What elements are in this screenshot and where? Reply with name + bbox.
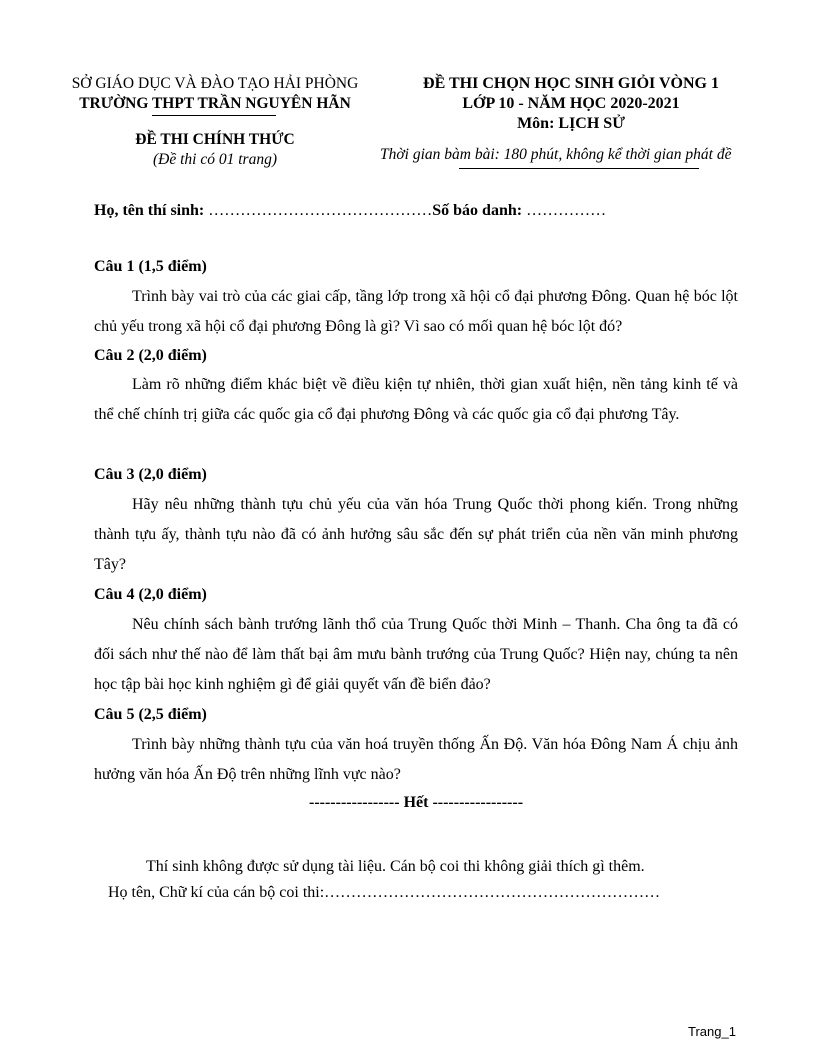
question-1-title: Câu 1 (1,5 điểm) — [94, 258, 207, 275]
page-number: Trang_1 — [688, 1024, 736, 1039]
question-5-text: Trình bày những thành tựu của văn hoá truyền thống Ấn Độ. Văn hóa Đông Nam Á chịu ảnh hưởng văn hóa Ấn Độ trên những lĩnh vực nào? — [94, 736, 738, 783]
end-marker: ----------------- Hết ----------------- — [308, 794, 524, 811]
candidate-line — [94, 202, 606, 220]
time-note: Thời gian bàm bài: 180 phút, không kể thời gian phát đề — [380, 146, 732, 163]
candidate-name-dots: …………………………………… — [204, 202, 433, 219]
grade-year: LỚP 10 - NĂM HỌC 2020-2021 — [462, 95, 680, 112]
department-name: SỞ GIÁO DỤC VÀ ĐÀO TẠO HẢI PHÒNG — [71, 75, 359, 92]
official-exam-label: ĐỀ THI CHÍNH THỨC — [135, 131, 295, 148]
exam-title: ĐỀ THI CHỌN HỌC SINH GIỎI VÒNG 1 — [423, 75, 719, 92]
question-1-text: Trình bày vai trò của các giai cấp, tầng lớp trong xã hội cổ đại phương Đông. Quan hệ bóc lột chủ yếu trong xã hội cổ đại phương Đông là gì? Vì sao có mối quan hệ bóc lột đó? — [94, 288, 738, 335]
candidate-name-label: Họ, tên thí sinh: — [94, 202, 205, 219]
subject: Môn: LỊCH SỬ — [517, 115, 625, 132]
pages-note: (Đề thi có 01 trang) — [153, 151, 277, 168]
header-left-underline — [152, 115, 276, 116]
invigilator-signature-line: Họ tên, Chữ kí của cán bộ coi thi:……………………………………………………… — [108, 884, 661, 901]
candidate-id-dots: …………… — [522, 202, 607, 219]
question-2-title: Câu 2 (2,0 điểm) — [94, 347, 207, 364]
header-left — [60, 74, 370, 170]
question-5-title: Câu 5 (2,5 điểm) — [94, 706, 207, 723]
school-name: TRƯỜNG THPT TRẦN NGUYÊN HÃN — [79, 95, 351, 112]
question-4-title: Câu 4 (2,0 điểm) — [94, 586, 207, 603]
question-4-text: Nêu chính sách bành trướng lãnh thổ của Trung Quốc thời Minh – Thanh. Cha ông ta đã có đối sách như thế nào để làm thất bại âm mưu bành trướng của Trung Quốc? Hiện nay, chúng ta nên học tập bài học kinh nghiệm gì để giải quyết vấn đề biển đảo? — [94, 616, 738, 693]
question-2-text: Làm rõ những điểm khác biệt về điều kiện tự nhiên, thời gian xuất hiện, nền tảng kinh tế và thể chế chính trị giữa các quốc gia cổ đại phương Đông và các quốc gia cổ đại phương Tây. — [94, 376, 738, 423]
candidate-id-label: Số báo danh: — [432, 202, 523, 219]
question-3-text: Hãy nêu những thành tựu chủ yếu của văn hóa Trung Quốc thời phong kiến. Trong những thành tựu ấy, thành tựu nào đã có ảnh hưởng sâu sắc đến sự phát triển của nền văn minh phương Tây? — [94, 496, 738, 573]
question-3-title: Câu 3 (2,0 điểm) — [94, 466, 207, 483]
header-right-underline — [459, 168, 699, 169]
header-right — [376, 74, 766, 134]
footer-note: Thí sinh không được sử dụng tài liệu. Cán bộ coi thi không giải thích gì thêm. — [146, 858, 645, 875]
